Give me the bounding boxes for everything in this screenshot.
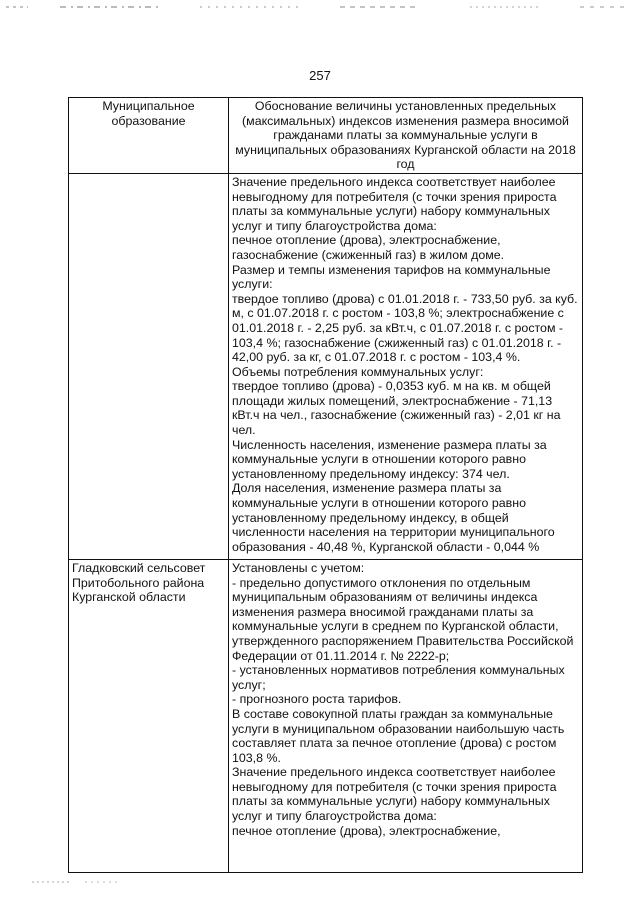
paragraph: Размер и темпы изменения тарифов на коммунальные услуги: xyxy=(232,262,551,292)
paragraph: печное отопление (дрова), электроснабжение, газоснабжение (сжиженный газ) в жилом доме. xyxy=(232,233,505,262)
paragraph: Численность населения, изменение размера платы за коммунальные услуги в отношении которого равно установленному предельному индексу: 374 чел. xyxy=(232,437,547,481)
paragraph: Доля населения, изменение размера платы за коммунальные услуги в отношении которого равно установленному предельному индексу, в общей численности населения на территории муниципального образования - 40,48 %, Курганской области - 0,044 % xyxy=(232,481,555,554)
paragraph: - установленных нормативов потребления коммунальных услуг; xyxy=(232,663,565,692)
table-row xyxy=(69,173,583,559)
paragraph: Объемы потребления коммунальных услуг: xyxy=(232,364,484,379)
table-header-row xyxy=(69,98,583,174)
tariff-index-table xyxy=(68,97,583,873)
paragraph: печное отопление (дрова), электроснабжение, xyxy=(232,823,501,838)
page-number: 257 xyxy=(309,68,331,83)
paragraph: - предельно допустимого отклонения по отдельным муниципальным образованиям от величины индекса изменения размера вносимой гражданами платы за коммунальные услуги в среднем по Курганской области, утвержденного распоряжением Правительства Российской Федерации от 01.11.2014 г. № 2222-р; xyxy=(232,575,574,663)
paragraph: Значение предельного индекса соответствует наиболее невыгодному для потребителя (с точки зрения прироста платы за коммунальные услуги) набору коммунальных услуг и типу благоустройства дома: xyxy=(232,765,557,824)
municipality-cell: Гладковский сельсовет Притобольного района Курганской области xyxy=(69,559,229,872)
paragraph: твердое топливо (дрова) - 0,0353 куб. м на кв. м общей площади жилых помещений, электроснабжение - 71,13 кВт.ч на чел., газоснабжение (сжиженный газ) - 2,01 кг на чел. xyxy=(232,379,561,438)
paragraph: В составе совокупной платы граждан за коммунальные услуги в муниципальном образовании наибольшую часть составляет плата за печное отопление (дрова) с ростом 103,8 %. xyxy=(232,706,565,765)
table-row xyxy=(69,559,583,872)
header-municipality: Муниципальное образование xyxy=(69,98,229,174)
justification-cell xyxy=(229,559,583,872)
header-justification: Обоснование величины установленных предельных (максимальных) индексов изменения размера вносимой гражданами платы за коммунальные услуги в муниципальных образованиях Курганской области на 2018 год xyxy=(229,98,583,174)
municipality-cell xyxy=(69,173,229,559)
justification-cell xyxy=(229,173,583,559)
scan-noise-bottom xyxy=(30,878,120,886)
scan-noise-top xyxy=(0,4,640,10)
paragraph: - прогнозного роста тарифов. xyxy=(232,692,402,707)
paragraph: Значение предельного индекса соответствует наиболее невыгодному для потребителя (с точки зрения прироста платы за коммунальные услуги) набору коммунальных услуг и типу благоустройства дома: xyxy=(232,174,557,233)
paragraph: Установлены с учетом: xyxy=(232,560,365,575)
paragraph: твердое топливо (дрова) с 01.01.2018 г. - 733,50 руб. за куб. м, с 01.07.2018 г. с ростом - 103,8 %; электроснабжение с 01.01.2018 г. - 2,25 руб. за кВт.ч, с 01.07.2018 г. с ростом - 103,4 %; газоснабжение (сжиженный газ) с 01.01.2018 г. - 42,00 руб. за кг, с 01.07.2018 г. с ростом - 103,4 %. xyxy=(232,291,578,365)
